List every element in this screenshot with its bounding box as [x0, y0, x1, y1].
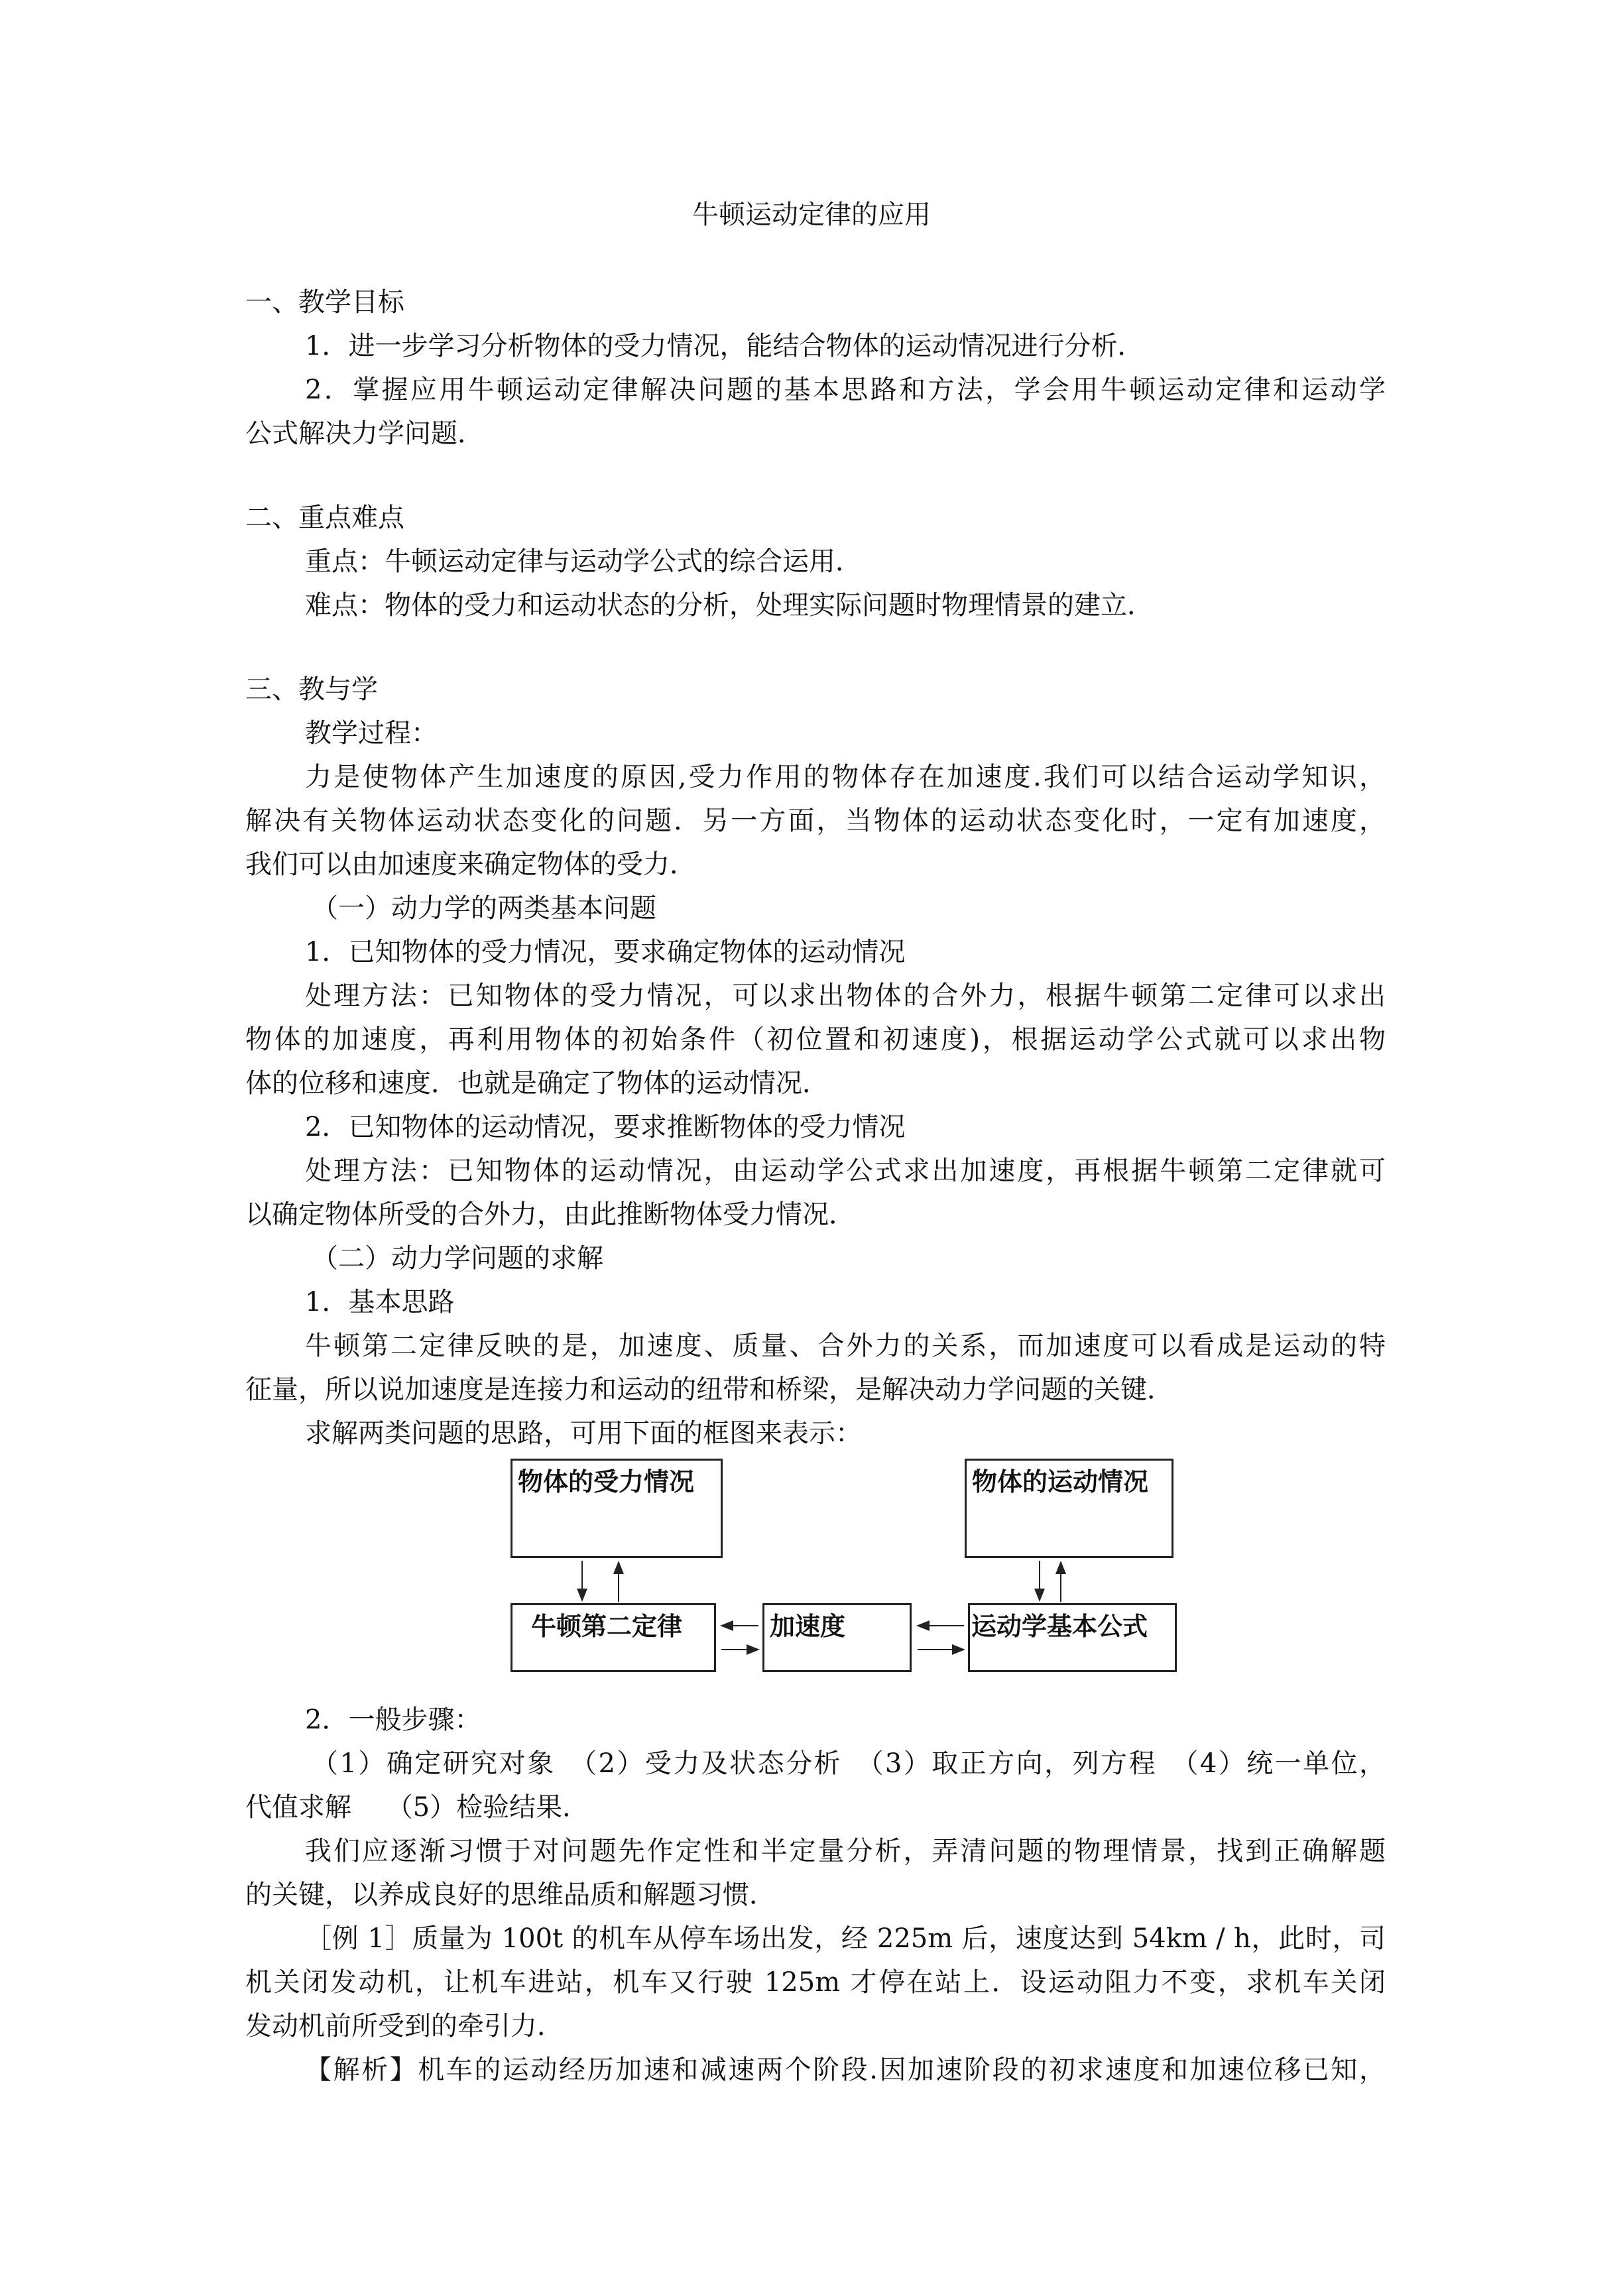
example-1-line-2: 机关闭发动机，让机车进站，机车又行驶 125m 才停在站上．设运动阻力不变，求机车关闭: [245, 1967, 1386, 1998]
box-motion-situation-label: 物体的运动情况: [972, 1467, 1149, 1496]
intro-line-1: 力是使物体产生加速度的原因,受力作用的物体存在加速度.我们可以结合运动学知识，: [305, 762, 1386, 792]
page-title: 牛顿运动定律的应用: [692, 200, 931, 230]
box-newton-second-law-label: 牛顿第二定律: [531, 1612, 683, 1641]
basic-idea-line-1: 牛顿第二定律反映的是，加速度、质量、合外力的关系，而加速度可以看成是运动的特: [305, 1331, 1386, 1361]
box-acceleration-label: 加速度: [770, 1612, 846, 1641]
analysis-line-1: 【解析】机车的运动经历加速和减速两个阶段.因加速阶段的初求速度和加速位移已知，: [305, 2055, 1386, 2085]
intro-line-3: 我们可以由加速度来确定物体的受力．: [245, 849, 696, 880]
example-1-line-3: 发动机前所受到的牵引力．: [245, 2011, 564, 2041]
teaching-process-label: 教学过程：: [305, 718, 438, 749]
advice-line-1: 我们应逐渐习惯于对问题先作定性和半定量分析，弄清问题的物理情景，找到正确解题: [305, 1836, 1386, 1866]
general-steps-line-2: 代值求解 （5）检验结果．: [245, 1792, 589, 1823]
box-kinematics-formulas-label: 运动学基本公式: [971, 1612, 1148, 1641]
method-1-line-3: 体的位移和速度．也就是确定了物体的运动情况．: [245, 1068, 829, 1099]
intro-line-2: 解决有关物体运动状态变化的问题．另一方面，当物体的运动状态变化时，一定有加速度，: [245, 806, 1386, 836]
problem-type-1: 1．已知物体的受力情况，要求确定物体的运动情况: [305, 937, 906, 967]
basic-idea-line-2: 征量，所以说加速度是连接力和运动的纽带和桥梁，是解决动力学问题的关键．: [245, 1374, 1173, 1405]
general-steps-heading: 2．一般步骤：: [305, 1705, 481, 1735]
difficult-point: 难点：物体的受力和运动状态的分析，处理实际问题时物理情景的建立．: [305, 590, 1154, 621]
objective-2-line-1: 2．掌握应用牛顿运动定律解决问题的基本思路和方法，学会用牛顿运动定律和运动学: [305, 375, 1386, 405]
example-1-line-1: ［例 1］质量为 100t 的机车从停车场出发，经 225m 后，速度达到 54km / h，此时，司: [305, 1923, 1386, 1954]
method-2-line-1: 处理方法：已知物体的运动情况，由运动学公式求出加速度，再根据牛顿第二定律就可: [305, 1156, 1386, 1186]
section-heading-objectives: 一、教学目标: [245, 287, 404, 318]
basic-idea-heading: 1．基本思路: [305, 1287, 455, 1317]
method-1-line-1: 处理方法：已知物体的受力情况，可以求出物体的合外力，根据牛顿第二定律可以求出: [305, 981, 1386, 1011]
method-1-line-2: 物体的加速度，再利用物体的初始条件（初位置和初速度)，根据运动学公式就可以求出物: [245, 1024, 1386, 1055]
problem-type-2: 2．已知物体的运动情况，要求推断物体的受力情况: [305, 1112, 906, 1142]
section-heading-teaching: 三、教与学: [245, 674, 378, 705]
subsection-heading-solving: （二）动力学问题的求解: [312, 1243, 603, 1274]
objective-2-line-2: 公式解决力学问题．: [245, 418, 484, 449]
key-point: 重点：牛顿运动定律与运动学公式的综合运用．: [305, 546, 862, 577]
section-heading-key-points: 二、重点难点: [245, 503, 404, 533]
diagram-intro: 求解两类问题的思路，可用下面的框图来表示：: [305, 1418, 862, 1449]
advice-line-2: 的关键，以养成良好的思维品质和解题习惯．: [245, 1880, 776, 1910]
box-force-situation-label: 物体的受力情况: [518, 1467, 695, 1496]
subsection-heading-two-problems: （一）动力学的两类基本问题: [312, 893, 656, 924]
objective-1: 1．进一步学习分析物体的受力情况，能结合物体的运动情况进行分析．: [305, 331, 1144, 361]
method-2-line-2: 以确定物体所受的合外力，由此推断物体受力情况．: [245, 1199, 855, 1230]
general-steps-line-1: （1）确定研究对象 （2）受力及状态分析 （3）取正方向，列方程 （4）统一单位，: [312, 1748, 1386, 1779]
